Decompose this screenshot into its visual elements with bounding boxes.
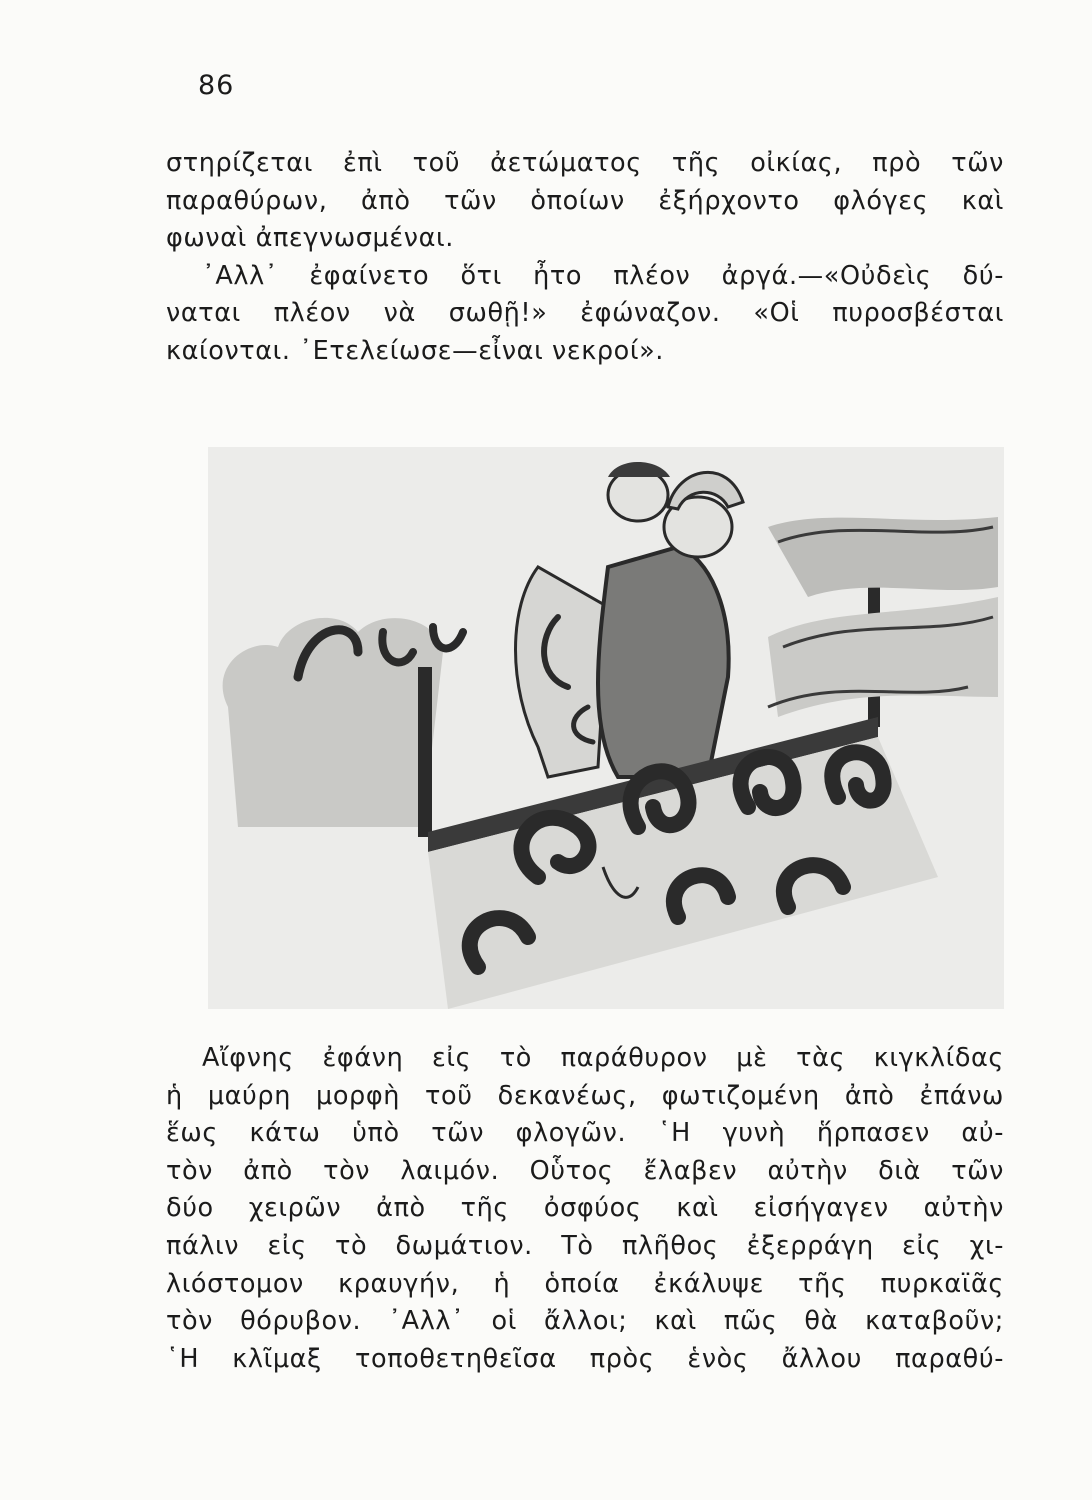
- paragraph-2-line: ῾Η κλῖμαξ τοποθετηθεῖσα πρὸς ἑνὸς ἄλλου παραθύ-: [166, 1343, 1004, 1374]
- paragraph-1: [166, 145, 1004, 371]
- paragraph-1-line: ᾿Αλλ᾿ ἐφαίνετο ὅτι ἦτο πλέον ἀργά.—«Οὐδεὶς δύ-: [202, 260, 1004, 291]
- paragraph-1-line: ναται πλέον νὰ σωθῇ!» ἐφώναζον. «Οἱ πυροσβέσται: [166, 298, 1004, 329]
- paragraph-2-line: τὸν ἀπὸ τὸν λαιμόν. Οὗτος ἔλαβεν αὐτὴν διὰ τῶν: [166, 1155, 1004, 1186]
- paragraph-1-line: φωναὶ ἀπεγνωσμέναι.: [166, 223, 454, 254]
- paragraph-1-line: καίονται. ᾿Ετελείωσε—εἶναι νεκροί».: [166, 335, 664, 366]
- paragraph-1-line: παραθύρων, ἀπὸ τῶν ὁποίων ἐξήρχοντο φλόγες καὶ: [166, 185, 1004, 216]
- paragraph-2-line: ἡ μαύρη μορφὴ τοῦ δεκανέως, φωτιζομένη ἀπὸ ἐπάνω: [166, 1080, 1004, 1111]
- paragraph-1-line: στηρίζεται ἐπὶ τοῦ ἀετώματος τῆς οἰκίας, πρὸ τῶν: [166, 148, 1004, 178]
- paragraph-2: [166, 1040, 1004, 1378]
- paragraph-2-line: λιόστομον κραυγήν, ἡ ὁποία ἐκάλυψε τῆς πυρκαϊᾶς: [166, 1268, 1004, 1299]
- paragraph-2-line: δύο χειρῶν ἀπὸ τῆς ὀσφύος καὶ εἰσήγαγεν αὐτὴν: [166, 1193, 1004, 1224]
- illustration-balcony-rescue: [208, 447, 1004, 1009]
- page-number: 86: [198, 70, 235, 101]
- paragraph-2-line: τὸν θόρυβον. ᾿Αλλ᾿ οἱ ἄλλοι; καὶ πῶς θὰ καταβοῦν;: [166, 1306, 1004, 1337]
- paragraph-2-line: Αἴφνης ἐφάνη εἰς τὸ παράθυρον μὲ τὰς κιγκλίδας: [202, 1043, 1004, 1073]
- paragraph-2-line: πάλιν εἰς τὸ δωμάτιον. Τὸ πλῆθος ἐξερράγη εἰς χι-: [166, 1230, 1004, 1261]
- paragraph-2-line: ἕως κάτω ὑπὸ τῶν φλογῶν. ῾Η γυνὴ ἥρπασεν αὐ-: [166, 1118, 1004, 1149]
